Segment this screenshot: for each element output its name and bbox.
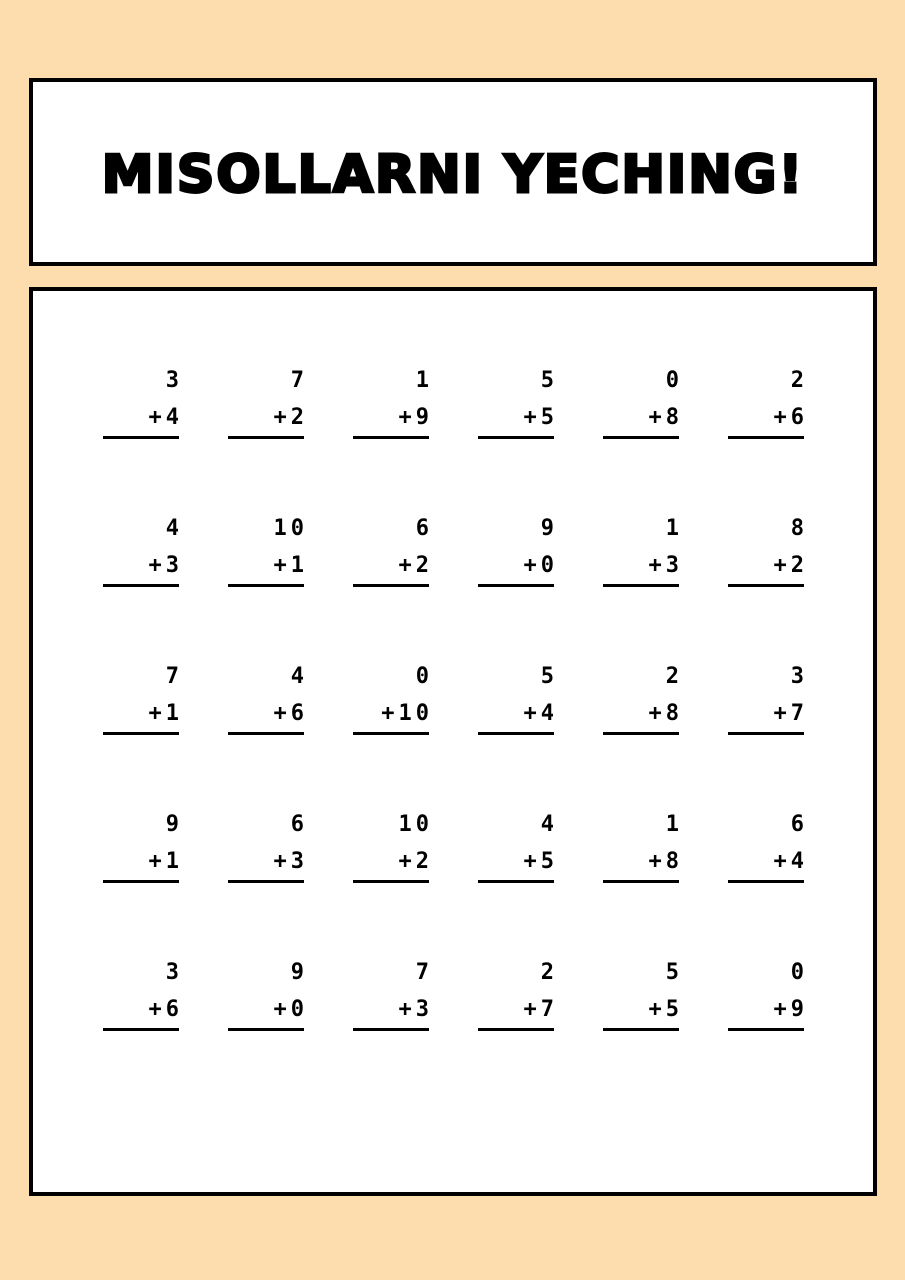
- problems-grid: [33, 291, 873, 1192]
- problem-addend: +8: [648, 405, 683, 430]
- answer-line: [728, 584, 804, 587]
- addition-problem: [728, 960, 808, 1030]
- problem-top-number: 1: [665, 516, 683, 541]
- problem-top-number: 3: [165, 960, 183, 985]
- answer-line: [603, 436, 679, 439]
- answer-line: [103, 880, 179, 883]
- addition-problem: [478, 516, 558, 586]
- addition-problem: [103, 516, 183, 586]
- answer-line: [353, 436, 429, 439]
- addition-problem: [603, 812, 683, 882]
- addition-problem: [353, 812, 433, 882]
- addition-problem: [478, 960, 558, 1030]
- problem-top-number: 4: [165, 516, 183, 541]
- addition-problem: [103, 960, 183, 1030]
- addition-problem: [478, 664, 558, 734]
- problem-addend: +7: [523, 997, 558, 1022]
- problem-top-number: 2: [790, 368, 808, 393]
- answer-line: [478, 1028, 554, 1031]
- answer-line: [228, 732, 304, 735]
- addition-problem: [728, 812, 808, 882]
- answer-line: [728, 1028, 804, 1031]
- problem-top-number: 9: [290, 960, 308, 985]
- page-title: MISOLLARNI YECHING!: [101, 145, 805, 205]
- problem-addend: +2: [273, 405, 308, 430]
- addition-problem: [728, 516, 808, 586]
- problem-top-number: 2: [540, 960, 558, 985]
- problem-addend: +8: [648, 849, 683, 874]
- problem-top-number: 1: [665, 812, 683, 837]
- problem-addend: +0: [273, 997, 308, 1022]
- problem-top-number: 9: [165, 812, 183, 837]
- addition-problem: [103, 664, 183, 734]
- title-box: [29, 78, 877, 266]
- addition-problem: [603, 516, 683, 586]
- problem-top-number: 4: [290, 664, 308, 689]
- problem-addend: +5: [523, 849, 558, 874]
- problem-top-number: 6: [415, 516, 433, 541]
- addition-problem: [353, 960, 433, 1030]
- problem-top-number: 7: [290, 368, 308, 393]
- addition-problem: [103, 368, 183, 438]
- problem-addend: +6: [773, 405, 808, 430]
- addition-problem: [103, 812, 183, 882]
- answer-line: [728, 880, 804, 883]
- answer-line: [603, 584, 679, 587]
- problem-top-number: 9: [540, 516, 558, 541]
- addition-problem: [353, 516, 433, 586]
- problem-addend: +9: [398, 405, 433, 430]
- problem-addend: +5: [648, 997, 683, 1022]
- problem-addend: +3: [648, 553, 683, 578]
- problem-top-number: 0: [665, 368, 683, 393]
- problem-addend: +1: [148, 849, 183, 874]
- problem-addend: +8: [648, 701, 683, 726]
- answer-line: [603, 732, 679, 735]
- problem-addend: +10: [381, 701, 433, 726]
- answer-line: [103, 436, 179, 439]
- problem-top-number: 3: [165, 368, 183, 393]
- problem-top-number: 10: [398, 812, 433, 837]
- problem-addend: +3: [148, 553, 183, 578]
- problem-addend: +4: [523, 701, 558, 726]
- addition-problem: [353, 368, 433, 438]
- problem-top-number: 6: [290, 812, 308, 837]
- addition-problem: [603, 664, 683, 734]
- addition-problem: [228, 960, 308, 1030]
- problem-top-number: 5: [540, 368, 558, 393]
- answer-line: [603, 1028, 679, 1031]
- problem-top-number: 1: [415, 368, 433, 393]
- answer-line: [353, 880, 429, 883]
- answer-line: [103, 732, 179, 735]
- problem-top-number: 8: [790, 516, 808, 541]
- problem-addend: +5: [523, 405, 558, 430]
- problem-addend: +6: [148, 997, 183, 1022]
- answer-line: [228, 584, 304, 587]
- problem-addend: +7: [773, 701, 808, 726]
- problem-top-number: 2: [665, 664, 683, 689]
- problem-addend: +6: [273, 701, 308, 726]
- problem-addend: +1: [273, 553, 308, 578]
- problem-top-number: 7: [415, 960, 433, 985]
- problem-addend: +4: [773, 849, 808, 874]
- addition-problem: [228, 664, 308, 734]
- addition-problem: [603, 368, 683, 438]
- problem-top-number: 0: [790, 960, 808, 985]
- problem-addend: +3: [273, 849, 308, 874]
- problem-top-number: 4: [540, 812, 558, 837]
- problem-top-number: 6: [790, 812, 808, 837]
- addition-problem: [478, 812, 558, 882]
- answer-line: [603, 880, 679, 883]
- problem-addend: +9: [773, 997, 808, 1022]
- problem-top-number: 0: [415, 664, 433, 689]
- problem-top-number: 7: [165, 664, 183, 689]
- answer-line: [228, 1028, 304, 1031]
- addition-problem: [478, 368, 558, 438]
- problems-box: [29, 287, 877, 1196]
- answer-line: [228, 880, 304, 883]
- answer-line: [728, 732, 804, 735]
- answer-line: [228, 436, 304, 439]
- problem-top-number: 10: [273, 516, 308, 541]
- problem-addend: +0: [523, 553, 558, 578]
- addition-problem: [228, 516, 308, 586]
- problem-top-number: 3: [790, 664, 808, 689]
- problem-top-number: 5: [665, 960, 683, 985]
- problem-addend: +1: [148, 701, 183, 726]
- answer-line: [478, 584, 554, 587]
- problem-addend: +2: [398, 553, 433, 578]
- addition-problem: [728, 368, 808, 438]
- problem-addend: +2: [398, 849, 433, 874]
- answer-line: [353, 732, 429, 735]
- answer-line: [353, 584, 429, 587]
- answer-line: [728, 436, 804, 439]
- answer-line: [353, 1028, 429, 1031]
- problem-addend: +2: [773, 553, 808, 578]
- answer-line: [103, 584, 179, 587]
- addition-problem: [728, 664, 808, 734]
- answer-line: [103, 1028, 179, 1031]
- problem-addend: +3: [398, 997, 433, 1022]
- answer-line: [478, 880, 554, 883]
- addition-problem: [603, 960, 683, 1030]
- answer-line: [478, 436, 554, 439]
- answer-line: [478, 732, 554, 735]
- addition-problem: [228, 812, 308, 882]
- addition-problem: [353, 664, 433, 734]
- problem-addend: +4: [148, 405, 183, 430]
- addition-problem: [228, 368, 308, 438]
- problem-top-number: 5: [540, 664, 558, 689]
